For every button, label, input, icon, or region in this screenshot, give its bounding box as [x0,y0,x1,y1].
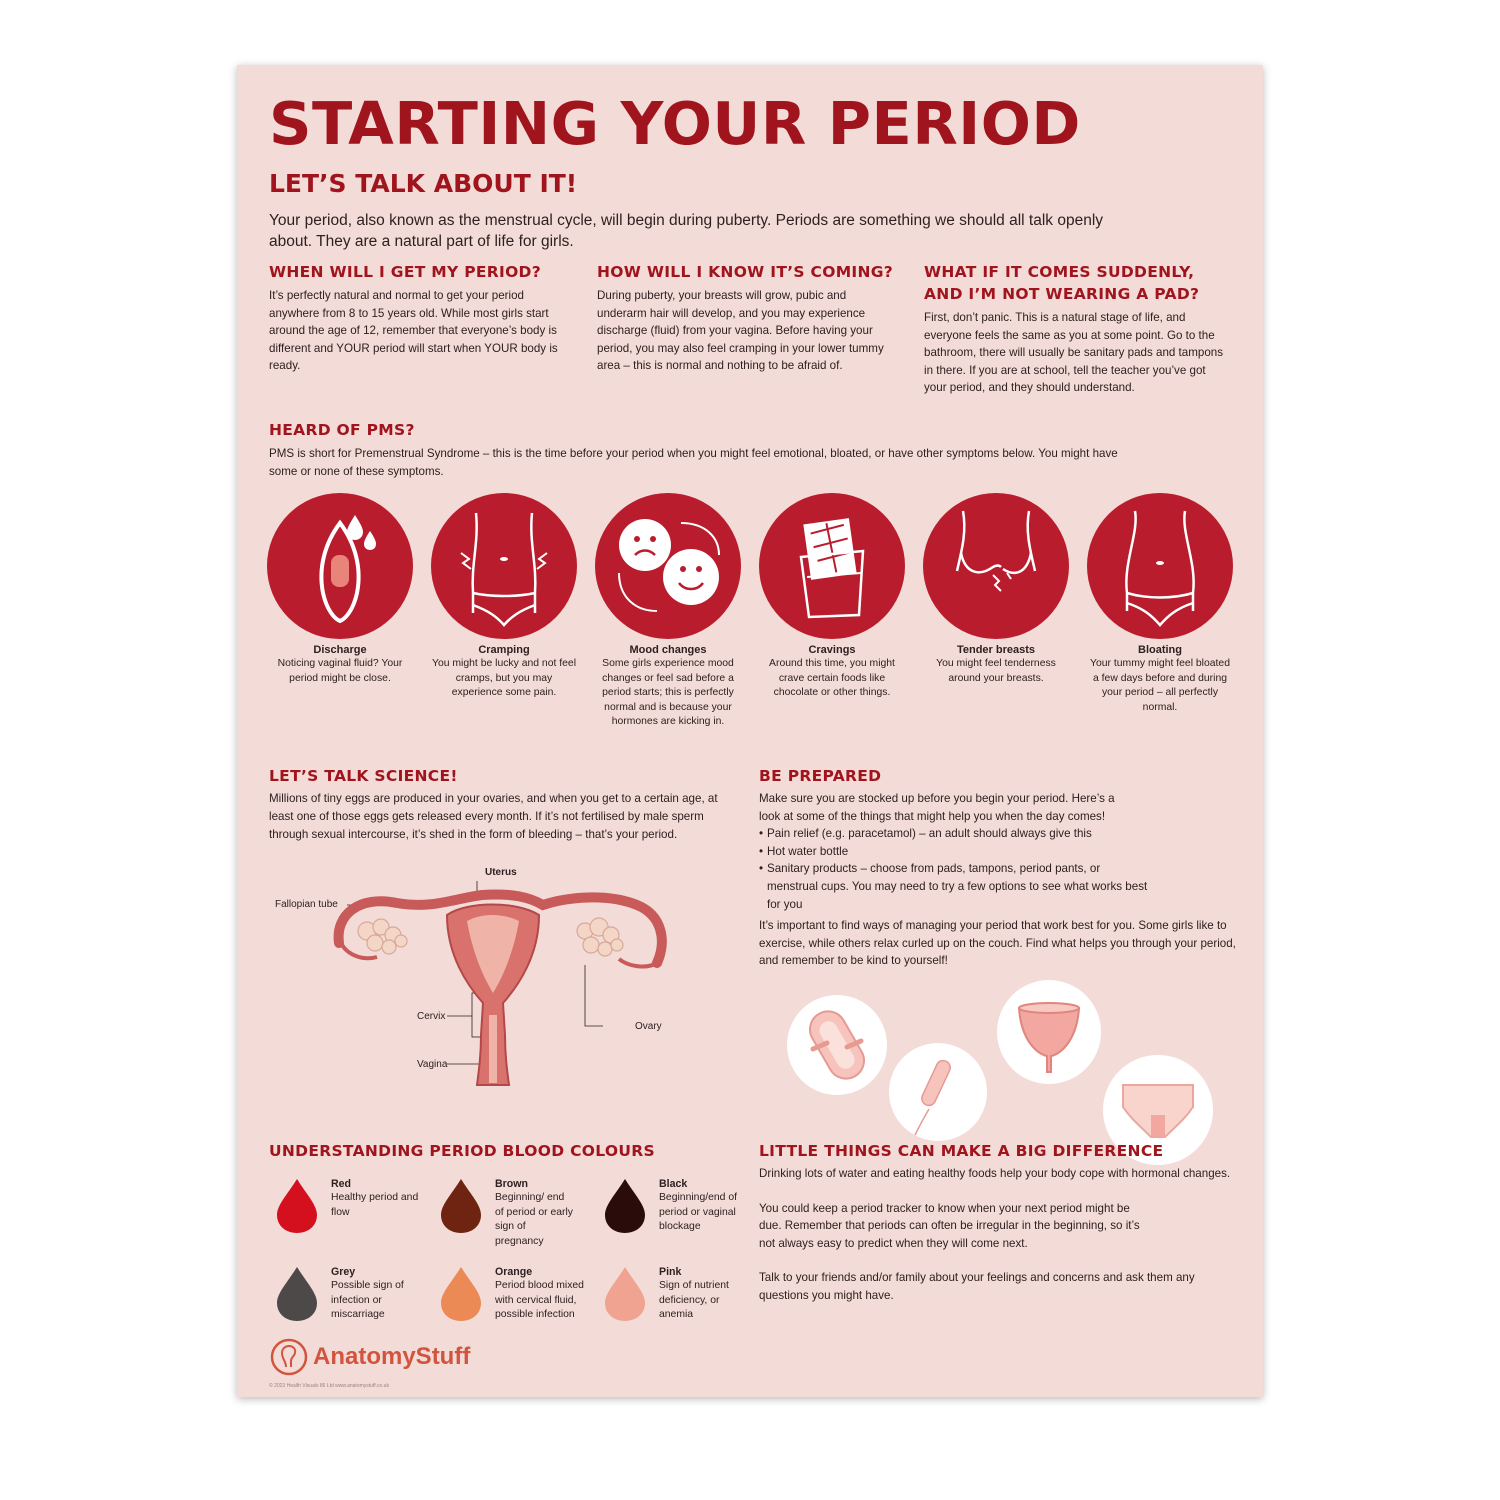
section-body: First, don’t panic. This is a natural stage of life, and everyone feels the same as you at some point. Go to the bathroom, there will usually be sanitary pads and tampons in there. If you are at school, tell the teacher you’ve got your period, and they should understand. [924,311,1224,395]
symptom-desc: Some girls experience mood changes or feel sad before a period starts; this is perfectly normal and is because your hormones are kicking in. [602,658,734,727]
section-body: PMS is short for Premenstrual Syndrome – this is the time before your period when you might feel emotional, bloated, or have other symptoms below. You might have some or none of these symptoms. [269,447,1118,478]
symptom-desc: Noticing vaginal fluid? Your period might be close. [277,658,403,684]
page-title: STARTING YOUR PERIOD [269,89,1081,158]
symptom-title: Tender breasts [956,644,1036,656]
section-little-things [759,1140,1239,1305]
section-when [269,261,569,375]
section-heading-line1: WHAT IF IT COMES SUDDENLY, [924,263,1195,281]
bloating-illustration [1087,493,1233,639]
section-heading: LITTLE THINGS CAN MAKE A BIG DIFFERENCE [759,1142,1164,1160]
tampon-illustration [889,1043,987,1141]
smiley-faces-icon [595,493,741,639]
cravings-illustration [759,493,905,639]
chest-icon [923,493,1069,639]
label-ovary: Ovary [635,1021,662,1032]
anatomy-logo-icon [269,1337,309,1377]
blood-drop-icon [603,1177,647,1233]
section-heading: HOW WILL I KNOW IT’S COMING? [597,263,894,281]
section-body-1: Drinking lots of water and eating healthy foods help your body cope with hormonal changes. [759,1167,1231,1180]
menstrual-cup-icon [997,980,1101,1084]
symptom-title: Cramping [478,644,530,656]
uterus-diagram [267,865,727,1095]
blood-drop-icon [275,1177,319,1233]
blood-colour-name: Brown [495,1178,528,1190]
section-body: It’s perfectly natural and normal to get your period anywhere from 8 to 15 years old. While most girls start around the age of 12, remember that everyone’s body is different and YOUR period will start when YOUR body is ready. [269,289,558,373]
blood-colour-name: Pink [659,1266,682,1278]
tampon-icon [889,1043,987,1141]
poster [237,65,1263,1397]
prepared-list-item: • Hot water bottle [759,843,1149,861]
menstrual-cup-illustration [997,980,1101,1084]
blood-colour-desc: Possible sign of infection or miscarriage [331,1280,404,1320]
section-heading: LET’S TALK SCIENCE! [269,767,458,785]
prepared-list [759,825,1149,913]
symptom-desc: You might feel tenderness around your breasts. [936,658,1056,684]
section-how [597,261,897,375]
blood-colour-name: Grey [331,1266,356,1278]
section-body: Millions of tiny eggs are produced in your ovaries, and when you get to a certain age, at least one of those eggs gets released every month. If it’s not fertilised by male sperm through sexual intercourse, it’s shed in the form of bleeding – that’s your period. [269,792,718,842]
section-body-3: Talk to your friends and/or family about your feelings and concerns and ask them any questions you might have. [759,1271,1195,1302]
symptom-desc: You might be lucky and not feel cramps, but you may experience some pain. [431,658,577,698]
symptom-item [265,643,415,686]
discharge-illustration [267,493,413,639]
section-intro: Make sure you are stocked up before you begin your period. Here’s a look at some of the things that might help you when the day comes! [759,792,1115,823]
label-fallopian-tube: Fallopian tube [275,899,338,910]
blood-colour-desc: Beginning/end of period or vaginal blockage [659,1192,737,1232]
mood-changes-illustration [595,493,741,639]
uterus-icon [267,865,727,1095]
symptom-title: Cravings [808,644,856,656]
symptom-item [921,643,1071,686]
label-uterus: Uterus [485,867,517,878]
blood-colour-desc: Healthy period and flow [331,1192,419,1218]
symptom-item [1087,643,1233,715]
symptom-title: Bloating [1138,644,1182,656]
section-heading-line2: AND I’M NOT WEARING A PAD? [924,285,1200,303]
blood-colour-desc: Period blood mixed with cervical fluid, possible infection [495,1280,584,1320]
brand-logo [269,1337,470,1377]
section-science [269,765,729,845]
blood-colour-desc: Sign of nutrient deficiency, or anemia [659,1280,729,1320]
tender-breasts-illustration [923,493,1069,639]
blood-colour-name: Red [331,1178,352,1190]
label-cervix: Cervix [417,1011,446,1022]
symptom-item [757,643,907,701]
pad-illustration [787,995,887,1095]
page-subtitle: LET’S TALK ABOUT IT! [269,169,578,198]
torso-icon [431,493,577,639]
section-outro: It’s important to find ways of managing your period that work best for you. Some girls like to exercise, while others relax curled up on the couch. Find what helps you through your period, and remember to be kind to yourself! [759,919,1236,968]
section-body-2: You could keep a period tracker to know when your next period might be due. Remember that periods can often be irregular in the beginning, so it’s not always easy to predict when they will come next. [759,1201,1140,1250]
chocolate-icon [759,493,905,639]
label-vagina: Vagina [417,1059,448,1070]
prepared-list-item: • Pain relief (e.g. paracetamol) – an adult should always give this [759,825,1149,843]
blood-colour-desc: Beginning/ end of period or early sign of pregnancy [495,1192,573,1247]
symptom-title: Mood changes [629,644,707,656]
prepared-list-item: • Sanitary products – choose from pads, tampons, period pants, or menstrual cups. You may need to try a few options to see what works best for you [759,860,1149,913]
cramping-illustration [431,493,577,639]
symptom-title: Discharge [313,644,367,656]
symptom-desc: Around this time, you might crave certain foods like chocolate or other things. [769,658,895,698]
symptom-item [429,643,579,701]
belly-icon [1087,493,1233,639]
symptom-item [598,643,738,730]
blood-drop-icon [275,1265,319,1321]
symptom-desc: Your tummy might feel bloated a few days before and during your period – all perfectly normal. [1090,658,1230,713]
section-pms [269,419,1149,480]
blood-drop-icon [439,1265,483,1321]
section-prepared [759,765,1239,970]
section-heading: WHEN WILL I GET MY PERIOD? [269,263,542,281]
sanitary-pad-icon [787,995,887,1095]
copyright-text: © 2023 Health Visuals 86 Ltd www.anatomystuff.co.uk [269,1383,389,1389]
brand-name: AnatomyStuff [313,1343,471,1370]
section-heading: BE PREPARED [759,767,882,785]
section-sudden [924,261,1224,397]
blood-colour-name: Orange [495,1266,533,1278]
blood-drop-icon [603,1265,647,1321]
blood-drop-icon [439,1177,483,1233]
colours-heading: UNDERSTANDING PERIOD BLOOD COLOURS [269,1142,655,1160]
section-heading: HEARD OF PMS? [269,421,415,439]
section-body: During puberty, your breasts will grow, pubic and underarm hair will develop, and you may experience discharge (fluid) from your vagina. Before having your period, you may also feel cramping in your lower tummy area – this is normal and nothing to be afraid of. [597,289,884,373]
intro-text: Your period, also known as the menstrual cycle, will begin during puberty. Periods are something we should all talk openly about. They are a natural part of life for girls. [269,212,1104,250]
blood-colour-name: Black [659,1178,688,1190]
drop-icon [267,493,413,639]
